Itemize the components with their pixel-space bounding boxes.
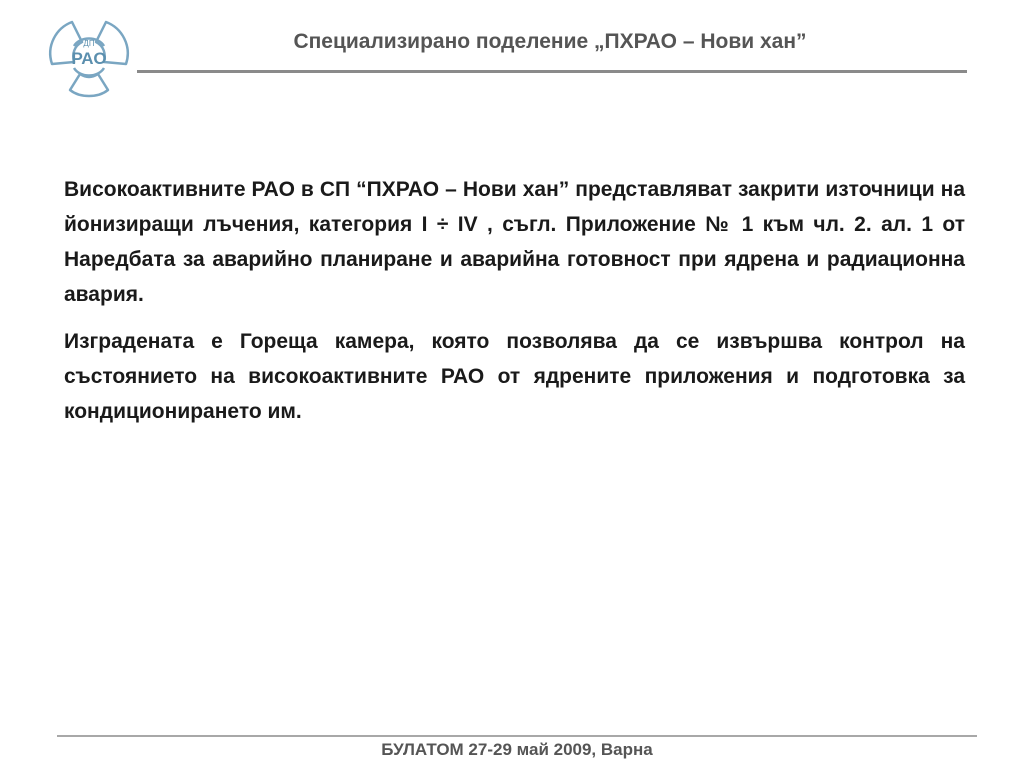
footer-divider xyxy=(57,735,977,737)
page-title: Специализирано поделение „ПХРАО – Нови хан” xyxy=(293,30,807,53)
logo-small-text: ДП xyxy=(83,39,95,48)
trefoil-logo-icon xyxy=(44,16,134,100)
header-divider xyxy=(137,70,967,73)
paragraph-2: Изградената е Гореща камера, която позволява да се извършва контрол на състоянието на високоактивните РАО от ядрените приложения и подготовка за кондиционирането им. xyxy=(64,330,965,423)
body-content xyxy=(64,172,965,441)
footer-text: БУЛАТОМ 27-29 май 2009, Варна xyxy=(381,740,653,759)
paragraph-1: Високоактивните РАО в СП “ПХРАО – Нови хан” представляват закрити източници на йонизиращи лъчения, категория I ÷ IV , съгл. Приложение № 1 към чл. 2. ал. 1 от Наредбата за аварийно планиране и аварийна готовност при ядрена и радиационна авария. xyxy=(64,178,965,306)
logo-text: РАО xyxy=(71,49,107,68)
